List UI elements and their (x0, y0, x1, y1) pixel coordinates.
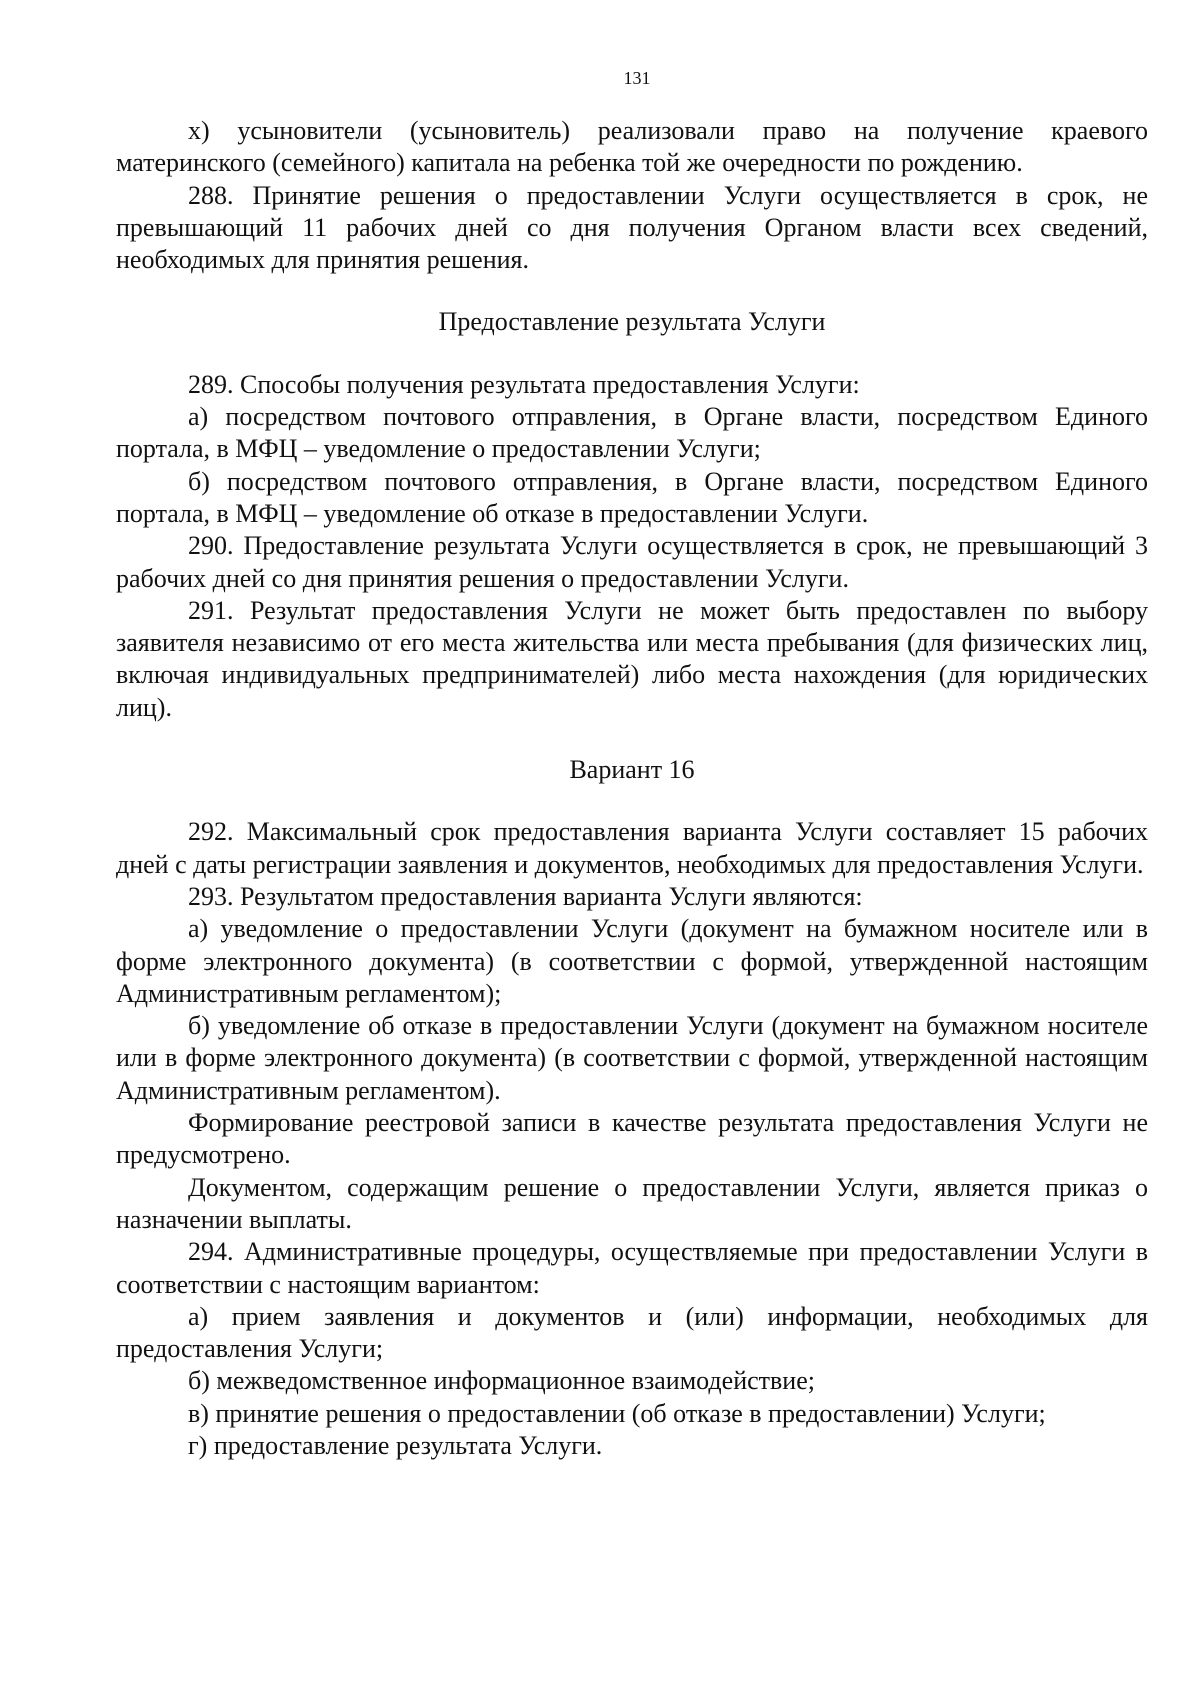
paragraph-registry: Формирование реестровой записи в качестве результата предоставления Услуги не предусмотрено. (116, 1108, 1148, 1170)
paragraph-292: 292. Максимальный срок предоставления варианта Услуги составляет 15 рабочих дней с даты регистрации заявления и документов, необходимых для предоставления Услуги. (116, 817, 1148, 879)
paragraph-294-a: а) прием заявления и документов и (или) информации, необходимых для предоставления Услуги; (116, 1301, 1148, 1364)
paragraph-293-a: а) уведомление о предоставлении Услуги (документ на бумажном носителе или в форме электронного документа) (в соответствии с формой, утвержденной настоящим Административным регламентом); (116, 914, 1148, 1008)
paragraph-294-b: б) межведомственное информационное взаимодействие; (188, 1366, 815, 1396)
section-heading-variant: Вариант 16 (569, 755, 695, 785)
document-body (116, 115, 1148, 1462)
paragraph-293: 293. Результатом предоставления варианта Услуги являются: (188, 881, 863, 911)
paragraph-kh: х) усыновители (усыновитель) реализовали право на получение краевого материнского (семейного) капитала на ребенка той же очередности по рождению. (116, 116, 1148, 178)
paragraph-288: 288. Принятие решения о предоставлении Услуги осуществляется в срок, не превышающий 11 рабочих дней со дня получения Органом власти всех сведений, необходимых для принятия решения. (116, 180, 1148, 275)
paragraph-291: 291. Результат предоставления Услуги не может быть предоставлен по выбору заявителя независимо от его места жительства или места пребывания (для физических лиц, включая индивидуальных предпринимателей) либо места нахождения (для юридических лиц). (116, 595, 1148, 722)
paragraph-294: 294. Административные процедуры, осуществляемые при предоставлении Услуги в соответствии с настоящим вариантом: (116, 1237, 1148, 1299)
paragraph-290: 290. Предоставление результата Услуги осуществляется в срок, не превышающий 3 рабочих дней со дня принятия решения о предоставлении Услуги. (116, 531, 1148, 593)
section-heading-result: Предоставление результата Услуги (438, 307, 826, 337)
paragraph-289-a: а) посредством почтового отправления, в Органе власти, посредством Единого портала, в МФЦ – уведомление о предоставлении Услуги; (116, 402, 1148, 464)
paragraph-order: Документом, содержащим решение о предоставлении Услуги, является приказ о назначении выплаты. (116, 1172, 1148, 1234)
paragraph-294-v: в) принятие решения о предоставлении (об отказе в предоставлении) Услуги; (188, 1398, 1046, 1428)
paragraph-289: 289. Способы получения результата предоставления Услуги: (188, 369, 860, 399)
page-number: 131 (623, 68, 651, 88)
paragraph-293-b: б) уведомление об отказе в предоставлении Услуги (документ на бумажном носителе или в форме электронного документа) (в соответствии с формой, утвержденной настоящим Административным регламентом). (116, 1011, 1148, 1105)
paragraph-294-g: г) предоставление результата Услуги. (188, 1430, 603, 1460)
paragraph-289-b: б) посредством почтового отправления, в Органе власти, посредством Единого портала, в МФЦ – уведомление об отказе в предоставлении Услуги. (116, 466, 1148, 528)
